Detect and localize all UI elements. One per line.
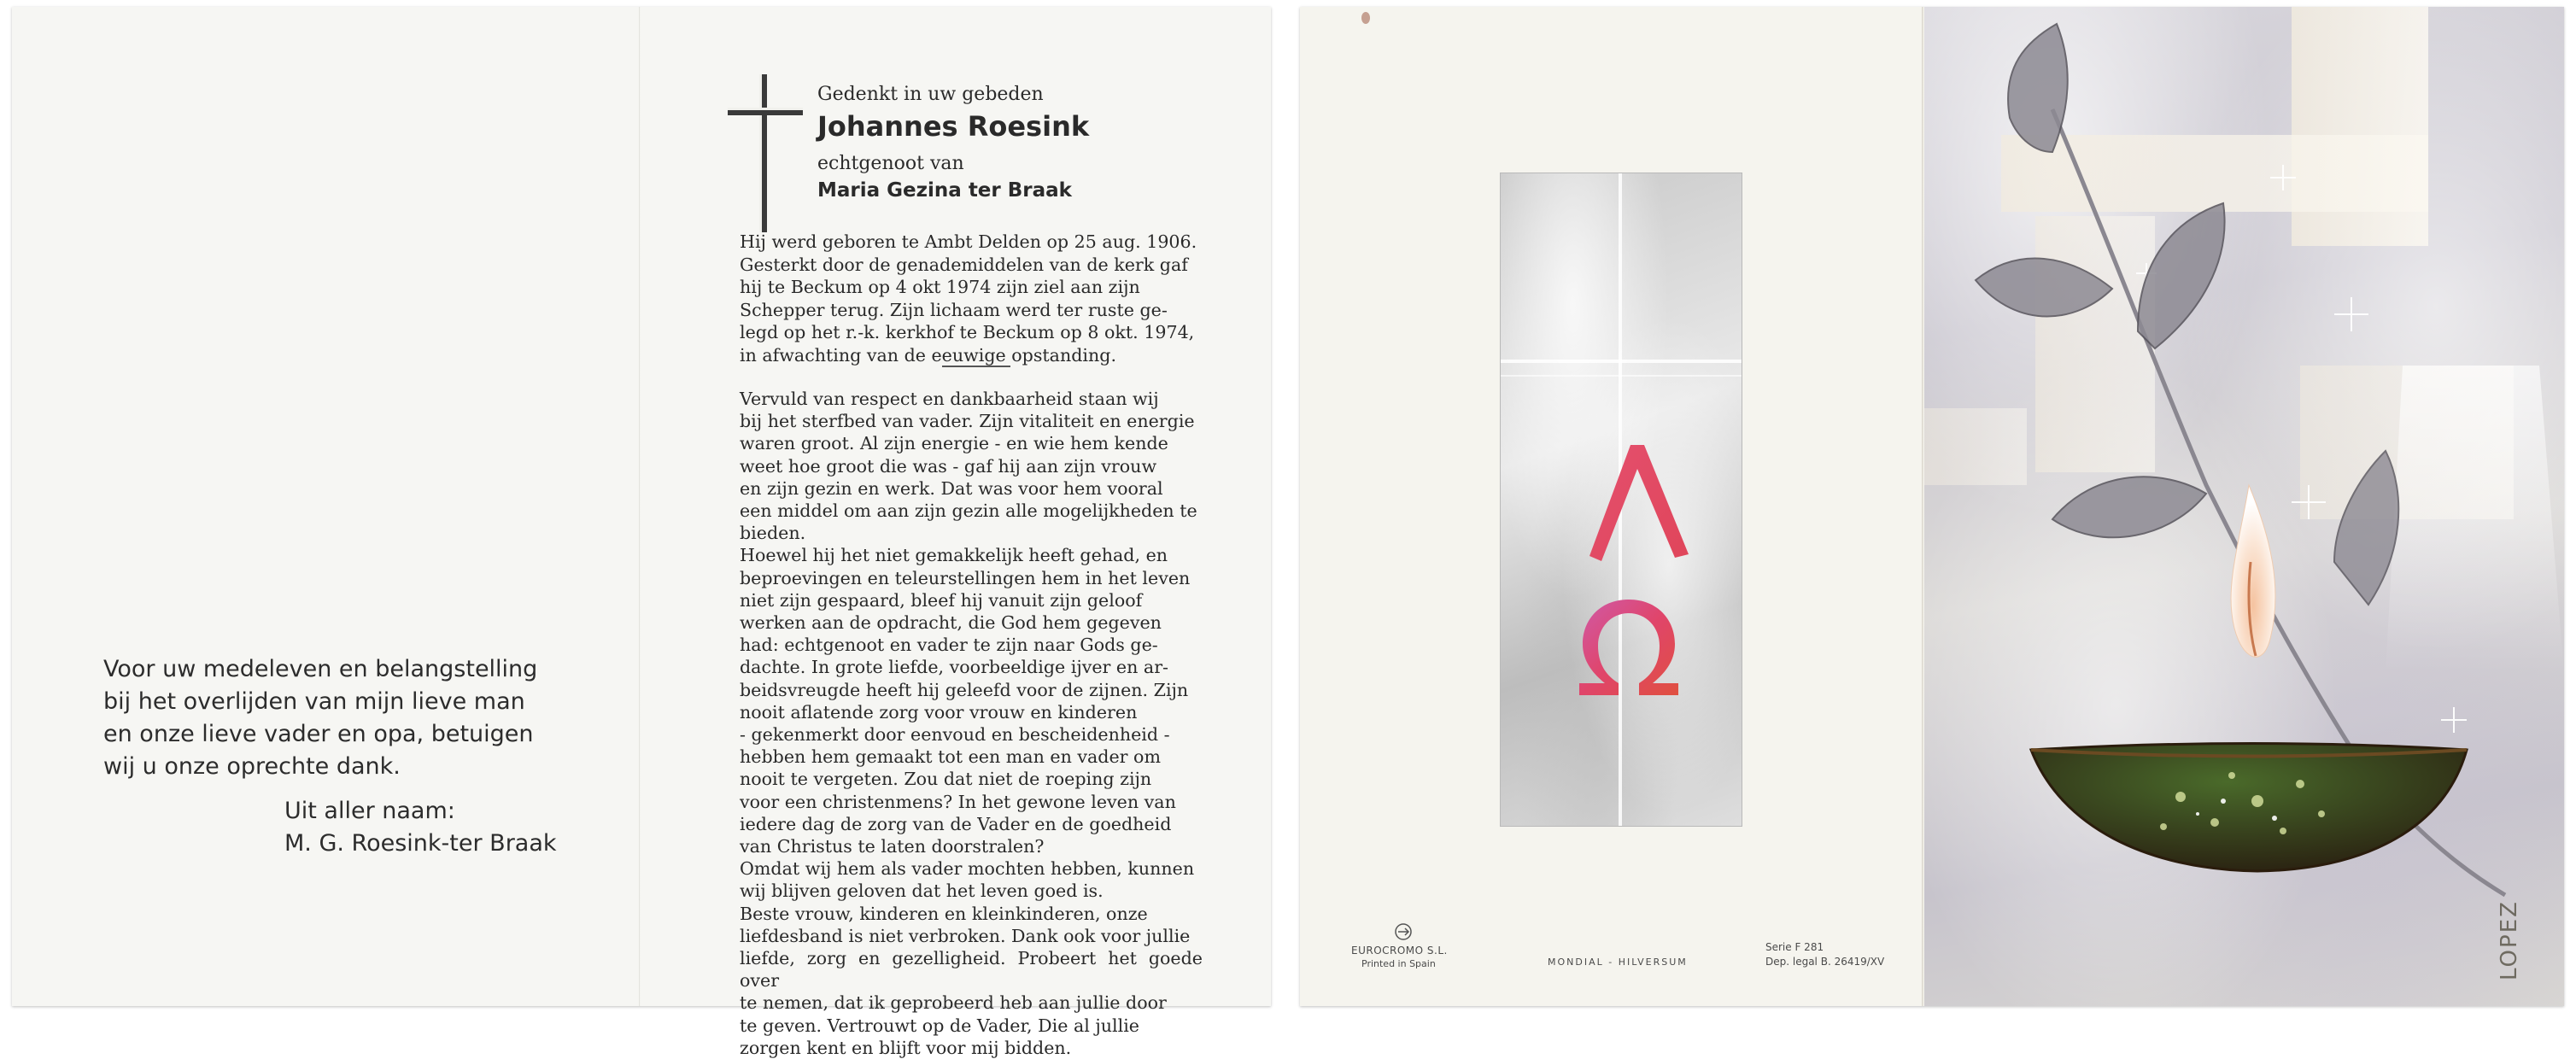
card-inside	[12, 7, 1271, 1058]
tribute-text	[740, 388, 1203, 1059]
tribute-line: had: echtgenoot en vader te zijn naar Gods ge-	[740, 635, 1158, 656]
alpha-symbol-icon	[1586, 445, 1689, 561]
cross-icon	[728, 74, 803, 232]
tribute-line: en zijn gezin en werk. Dat was voor hem vooral	[740, 477, 1163, 499]
tribute-line: zorgen kent en blijft voor mij bidden.	[740, 1037, 1072, 1058]
painting-front-cover	[1924, 7, 2564, 1006]
thanks-line: bij het overlijden van mijn lieve man	[103, 688, 525, 715]
omega-symbol-icon	[1576, 596, 1682, 699]
tribute-line: werken aan de opdracht, die God hem gegeven	[740, 612, 1162, 634]
closing-text: Uit aller naam:	[284, 798, 455, 824]
bio-line: legd op het r.-k. kerkhof te Beckum op 8 okt. 1974,	[740, 322, 1195, 342]
spouse-name: Maria Gezina ter Braak	[817, 179, 1072, 202]
publisher-name: EUROCROMO S.L.	[1351, 945, 1448, 957]
window-illustration	[1500, 173, 1742, 827]
distributor-name: MONDIAL - HILVERSUM	[1548, 957, 1688, 968]
memorial-header	[817, 84, 1089, 202]
painting-artwork	[1924, 7, 2564, 1006]
tribute-line: wij blijven geloven dat het leven goed is.	[740, 881, 1104, 902]
tribute-line: beidsvreugde heeft hij geleefd voor de zijnen. Zijn	[740, 679, 1189, 700]
tribute-line: Omdat wij hem als vader mochten hebben, kunnen	[740, 858, 1195, 880]
tribute-line: niet zijn gespaard, bleef hij vanuit zijn geloof	[740, 589, 1143, 611]
tribute-line: nooit aflatende zorg voor vrouw en kinderen	[740, 701, 1138, 723]
biography	[740, 231, 1203, 366]
tribute-line: weet hoe groot die was - gaf hij aan zijn vrouw	[740, 455, 1157, 477]
printed-in: Printed in Spain	[1361, 958, 1436, 969]
tribute-line: bieden.	[740, 523, 806, 544]
tribute-line: bij het sterfbed van vader. Zijn vitaliteit en energie	[740, 411, 1195, 432]
tribute-line: Vervuld van respect en dankbaarheid staan wij	[740, 389, 1159, 409]
prayer-line: Gedenkt in uw gebeden	[817, 84, 1044, 105]
tribute-line: van Christus te laten doorstralen?	[740, 836, 1045, 857]
thanks-message	[103, 653, 607, 860]
bio-line: Gesterkt door de genademiddelen van de kerk gaf	[740, 254, 1188, 275]
bio-line: in afwachting van de eeuwige opstanding.	[740, 344, 1116, 366]
bio-line: hij te Beckum op 4 okt 1974 zijn ziel aan zijn	[740, 277, 1140, 297]
signature-block	[284, 795, 607, 860]
bio-line: Hij werd geboren te Ambt Delden op 25 aug. 1906.	[740, 231, 1197, 252]
card-outside	[1300, 7, 2564, 1006]
publisher-logo-icon	[1394, 922, 1413, 941]
serie-number: Serie F 281	[1765, 941, 1824, 953]
thanks-line: Voor uw medeleven en belangstelling	[103, 656, 538, 682]
thanks-line: wij u onze oprechte dank.	[103, 753, 401, 780]
legal-deposit: Dep. legal B. 26419/XV	[1765, 956, 1885, 968]
deceased-name: Johannes Roesink	[817, 110, 1090, 143]
fold-line	[639, 7, 641, 1006]
tribute-line: liefdesband is niet verbroken. Dank ook voor jullie	[740, 925, 1191, 946]
tribute-line: te geven. Vertrouwt op de Vader, Die al jullie	[740, 1015, 1139, 1036]
tribute-line: waren groot. Al zijn energie - en wie hem kende	[740, 433, 1168, 454]
tribute-line: hebben hem gemaakt tot een man en vader om	[740, 746, 1161, 768]
tribute-line: beproevingen en teleurstellingen hem in het leven	[740, 567, 1191, 588]
artist-signature: LOPEZ	[2497, 900, 2522, 980]
tribute-line: liefde, zorg en gezelligheid. Probeert het goede over	[740, 948, 1203, 992]
tribute-line: te nemen, dat ik geprobeerd heb aan jullie door	[740, 992, 1167, 1014]
tribute-line: Beste vrouw, kinderen en kleinkinderen, onze	[740, 903, 1148, 924]
tribute-line: voor een christenmens? In het gewone leven van	[740, 791, 1176, 812]
tribute-line: nooit te vergeten. Zou dat niet de roeping zijn	[740, 769, 1152, 790]
signature-name: M. G. Roesink-ter Braak	[284, 830, 557, 857]
spouse-label: echtgenoot van	[817, 153, 964, 174]
tribute-line: iedere dag de zorg van de Vader en de goedheid	[740, 813, 1172, 834]
bio-line: Schepper terug. Zijn lichaam werd ter ruste ge-	[740, 299, 1168, 320]
tribute-line: dachte. In grote liefde, voorbeeldige ijver en ar-	[740, 657, 1169, 678]
section-divider	[942, 366, 1010, 367]
tribute-line: - gekenmerkt door eenvoud en bescheidenheid -	[740, 724, 1170, 746]
thanks-line: en onze lieve vader en opa, betuigen	[103, 721, 534, 747]
tribute-line: Hoewel hij het niet gemakkelijk heeft gehad, en	[740, 545, 1168, 566]
stain-mark	[1361, 12, 1370, 24]
tribute-line: een middel om aan zijn gezin alle mogelijkheden te	[740, 500, 1197, 522]
